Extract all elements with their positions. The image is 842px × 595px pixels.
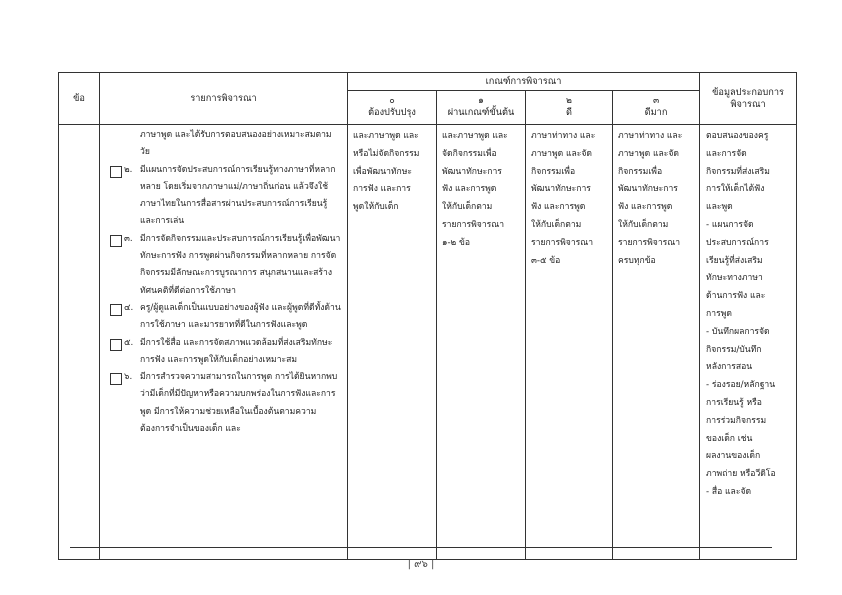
checkbox[interactable] bbox=[110, 304, 122, 316]
item-2: ๒. มีแผนการจัดประสบการณ์การเรียนรู้ทางภาษาที่หลากหลาย โดยเริ่มจากภาษาแม่/ภาษาถิ่นก่อน แล้วจึงใช้ภาษาไทยในการสื่อสารผ่านประสบการณ์การเรียนรู้และการเล่น bbox=[110, 162, 341, 231]
checkbox[interactable] bbox=[110, 373, 122, 385]
checkbox[interactable] bbox=[110, 235, 122, 247]
item-3: ๓. มีการจัดกิจกรรมและประสบการณ์การเรียนรู้เพื่อพัฒนาทักษะการฟัง การพูดผ่านกิจกรรมที่หลากหลาย การจัดกิจกรรมมีลักษณะการบูรณาการ สนุกสนานและสร้างทัศนคติที่ดีต่อการใช้ภาษา bbox=[110, 231, 341, 300]
item-5: ๕. มีการใช้สื่อ และการจัดสภาพแวดล้อมที่ส่งเสริมทักษะการฟัง และการพูดให้กับเด็กอย่างเหมาะสม bbox=[110, 335, 341, 370]
item-4: ๔. ครู/ผู้ดูแลเด็กเป็นแบบอย่างของผู้ฟัง และผู้พูดที่ดีทั้งด้านการใช้ภาษา และมารยาทที่ดีในการฟังและพูด bbox=[110, 300, 341, 335]
level-3-header: ๓ ดีมาก bbox=[613, 91, 700, 125]
header-items: รายการพิจารณา bbox=[100, 73, 348, 125]
header-criteria: เกณฑ์การพิจารณา bbox=[348, 73, 700, 91]
level-2-header: ๒ ดี bbox=[526, 91, 613, 125]
level-0-cell: และภาษาพูด และ หรือไม่จัดกิจกรรม เพื่อพัฒนาทักษะ การฟัง และการ พูดให้กับเด็ก bbox=[348, 125, 437, 560]
no-cell bbox=[59, 125, 100, 560]
page-number: | ๙๖ | bbox=[407, 559, 435, 570]
checkbox[interactable] bbox=[110, 166, 122, 178]
info-cell: ตอบสนองของครู และการจัด กิจกรรมที่ส่งเสริม การให้เด็กได้ฟัง และพูด - แผนการจัด ประสบการณ์การ เรียนรู้ที่ส่งเสริม ทักษะทางภาษา ด้านการฟัง และ การพูด - บันทึกผลการจัด กิจกรรม/บันทึก หลังการสอน - ร่องรอย/หลักฐาน การเรียนรู้ หรือ การร่วมกิจกรรม ของเด็ก เช่น ผลงานของเด็ก ภาพถ่าย หรือวีดิโอ - สื่อ และจัด bbox=[700, 125, 797, 560]
item-6: ๖. มีการสำรวจความสามารถในการพูด การได้ยินหากพบว่ามีเด็กที่มีปัญหาหรือความบกพร่องในการฟังและการพูด มีการให้ความช่วยเหลือในเบื้องต้นตามความต้องการจำเป็นของเด็ก และ bbox=[110, 369, 341, 438]
checkbox[interactable] bbox=[110, 339, 122, 351]
header-no: ข้อ bbox=[59, 73, 100, 125]
level-0-header: ๐ ต้องปรับปรุง bbox=[348, 91, 437, 125]
level-1-cell: และภาษาพูด และ จัดกิจกรรมเพื่อ พัฒนาทักษะการ ฟัง และการพูด ให้กับเด็กตาม รายการพิจารณา ๑-๒ ข้อ bbox=[437, 125, 526, 560]
level-2-cell: ภาษาท่าทาง และ ภาษาพูด และจัด กิจกรรมเพื่อ พัฒนาทักษะการ ฟัง และการพูด ให้กับเด็กตาม รายการพิจารณา ๓-๕ ข้อ bbox=[526, 125, 613, 560]
rubric-table bbox=[58, 72, 797, 560]
footer-rule bbox=[70, 547, 772, 548]
header-info: ข้อมูลประกอบการพิจารณา bbox=[700, 73, 797, 125]
level-3-cell: ภาษาท่าทาง และ ภาษาพูด และจัด กิจกรรมเพื่อ พัฒนาทักษะการ ฟัง และการพูด ให้กับเด็กตาม รายการพิจารณา ครบทุกข้อ bbox=[613, 125, 700, 560]
items-cell bbox=[100, 125, 348, 560]
level-1-header: ๑ ผ่านเกณฑ์ขั้นต้น bbox=[437, 91, 526, 125]
item-continued: ภาษาพูด และได้รับการตอบสนองอย่างเหมาะสมตามวัย bbox=[140, 130, 332, 158]
